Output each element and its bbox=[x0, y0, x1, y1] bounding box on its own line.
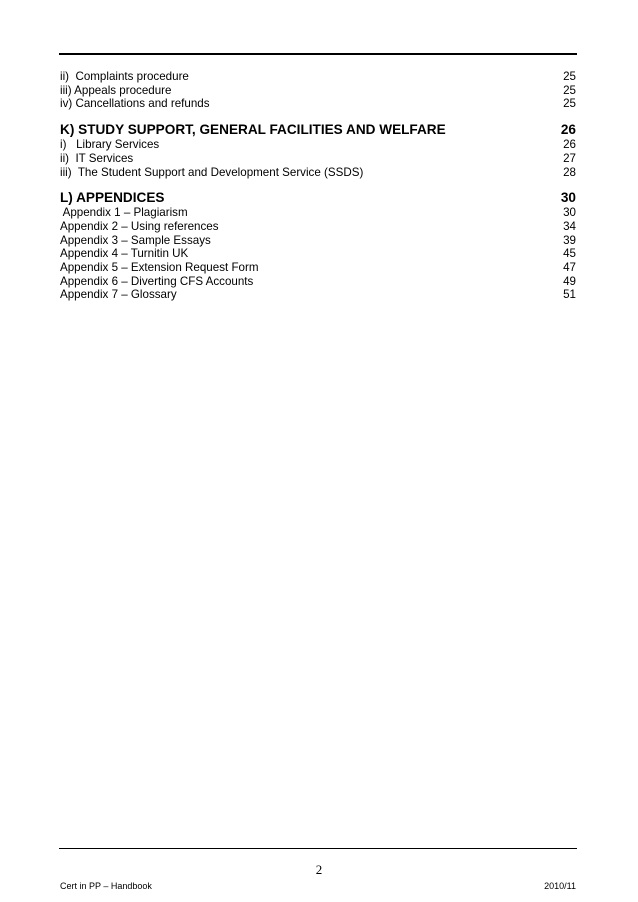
toc-entry[interactable] bbox=[60, 84, 576, 98]
toc-entry[interactable] bbox=[60, 234, 576, 248]
table-of-contents bbox=[60, 70, 576, 302]
toc-entry-page: 25 bbox=[563, 97, 576, 111]
toc-entry-page: 39 bbox=[563, 233, 576, 247]
toc-heading-page: 30 bbox=[560, 190, 576, 206]
toc-section-study-support bbox=[60, 122, 576, 179]
toc-entry-label: ii) Complaints procedure bbox=[60, 70, 189, 83]
toc-entry-page: 45 bbox=[563, 247, 576, 261]
footer-document-title: Cert in PP – Handbook bbox=[60, 881, 152, 891]
toc-section-heading[interactable] bbox=[60, 122, 576, 138]
toc-entry-page: 51 bbox=[563, 288, 576, 302]
toc-entry-label: Appendix 2 – Using references bbox=[60, 219, 219, 233]
toc-entry[interactable] bbox=[60, 206, 576, 220]
toc-entry[interactable] bbox=[60, 138, 576, 152]
toc-section-continued bbox=[60, 70, 576, 111]
toc-entry-label: Appendix 3 – Sample Essays bbox=[60, 233, 211, 247]
toc-entry-label: Appendix 1 – Plagiarism bbox=[60, 206, 188, 220]
toc-entry-page: 34 bbox=[563, 219, 576, 233]
toc-entry-label: i) Library Services bbox=[60, 138, 160, 152]
footer-rule bbox=[59, 848, 577, 849]
toc-entry-page: 28 bbox=[563, 165, 576, 179]
toc-entry-page: 47 bbox=[563, 261, 576, 275]
toc-entry-label: Appendix 5 – Extension Request Form bbox=[60, 261, 259, 275]
page-number: 2 bbox=[315, 862, 323, 877]
header-rule bbox=[59, 53, 577, 55]
toc-entry-label: iii) Appeals procedure bbox=[60, 83, 172, 97]
toc-entry-label: Appendix 4 – Turnitin UK bbox=[60, 247, 189, 261]
toc-entry-page: 25 bbox=[563, 70, 576, 83]
toc-entry-label: iv) Cancellations and refunds bbox=[60, 97, 210, 111]
toc-entry[interactable] bbox=[60, 166, 576, 180]
toc-heading-label: K) STUDY SUPPORT, GENERAL FACILITIES AND WELFARE bbox=[60, 122, 446, 138]
toc-entry-label: Appendix 6 – Diverting CFS Accounts bbox=[60, 274, 254, 288]
toc-entry-page: 49 bbox=[563, 274, 576, 288]
footer-year: 2010/11 bbox=[544, 881, 576, 891]
toc-entry[interactable] bbox=[60, 70, 576, 84]
toc-entry[interactable] bbox=[60, 97, 576, 111]
toc-entry-label: iii) The Student Support and Development Service (SSDS) bbox=[60, 165, 364, 179]
toc-entry-page: 27 bbox=[563, 151, 576, 165]
toc-entry-label: ii) IT Services bbox=[60, 151, 134, 165]
toc-heading-page: 26 bbox=[560, 122, 576, 138]
toc-section-heading[interactable] bbox=[60, 190, 576, 206]
toc-entry[interactable] bbox=[60, 220, 576, 234]
toc-section-appendices bbox=[60, 190, 576, 302]
toc-entry-page: 26 bbox=[563, 138, 576, 152]
toc-entry[interactable] bbox=[60, 247, 576, 261]
toc-entry-label: Appendix 7 – Glossary bbox=[60, 288, 177, 302]
toc-entry[interactable] bbox=[60, 261, 576, 275]
toc-entry[interactable] bbox=[60, 275, 576, 289]
toc-heading-label: L) APPENDICES bbox=[60, 190, 165, 206]
toc-entry[interactable] bbox=[60, 152, 576, 166]
toc-entry[interactable] bbox=[60, 288, 576, 302]
toc-entry-page: 25 bbox=[563, 83, 576, 97]
toc-entry-page: 30 bbox=[563, 206, 576, 220]
